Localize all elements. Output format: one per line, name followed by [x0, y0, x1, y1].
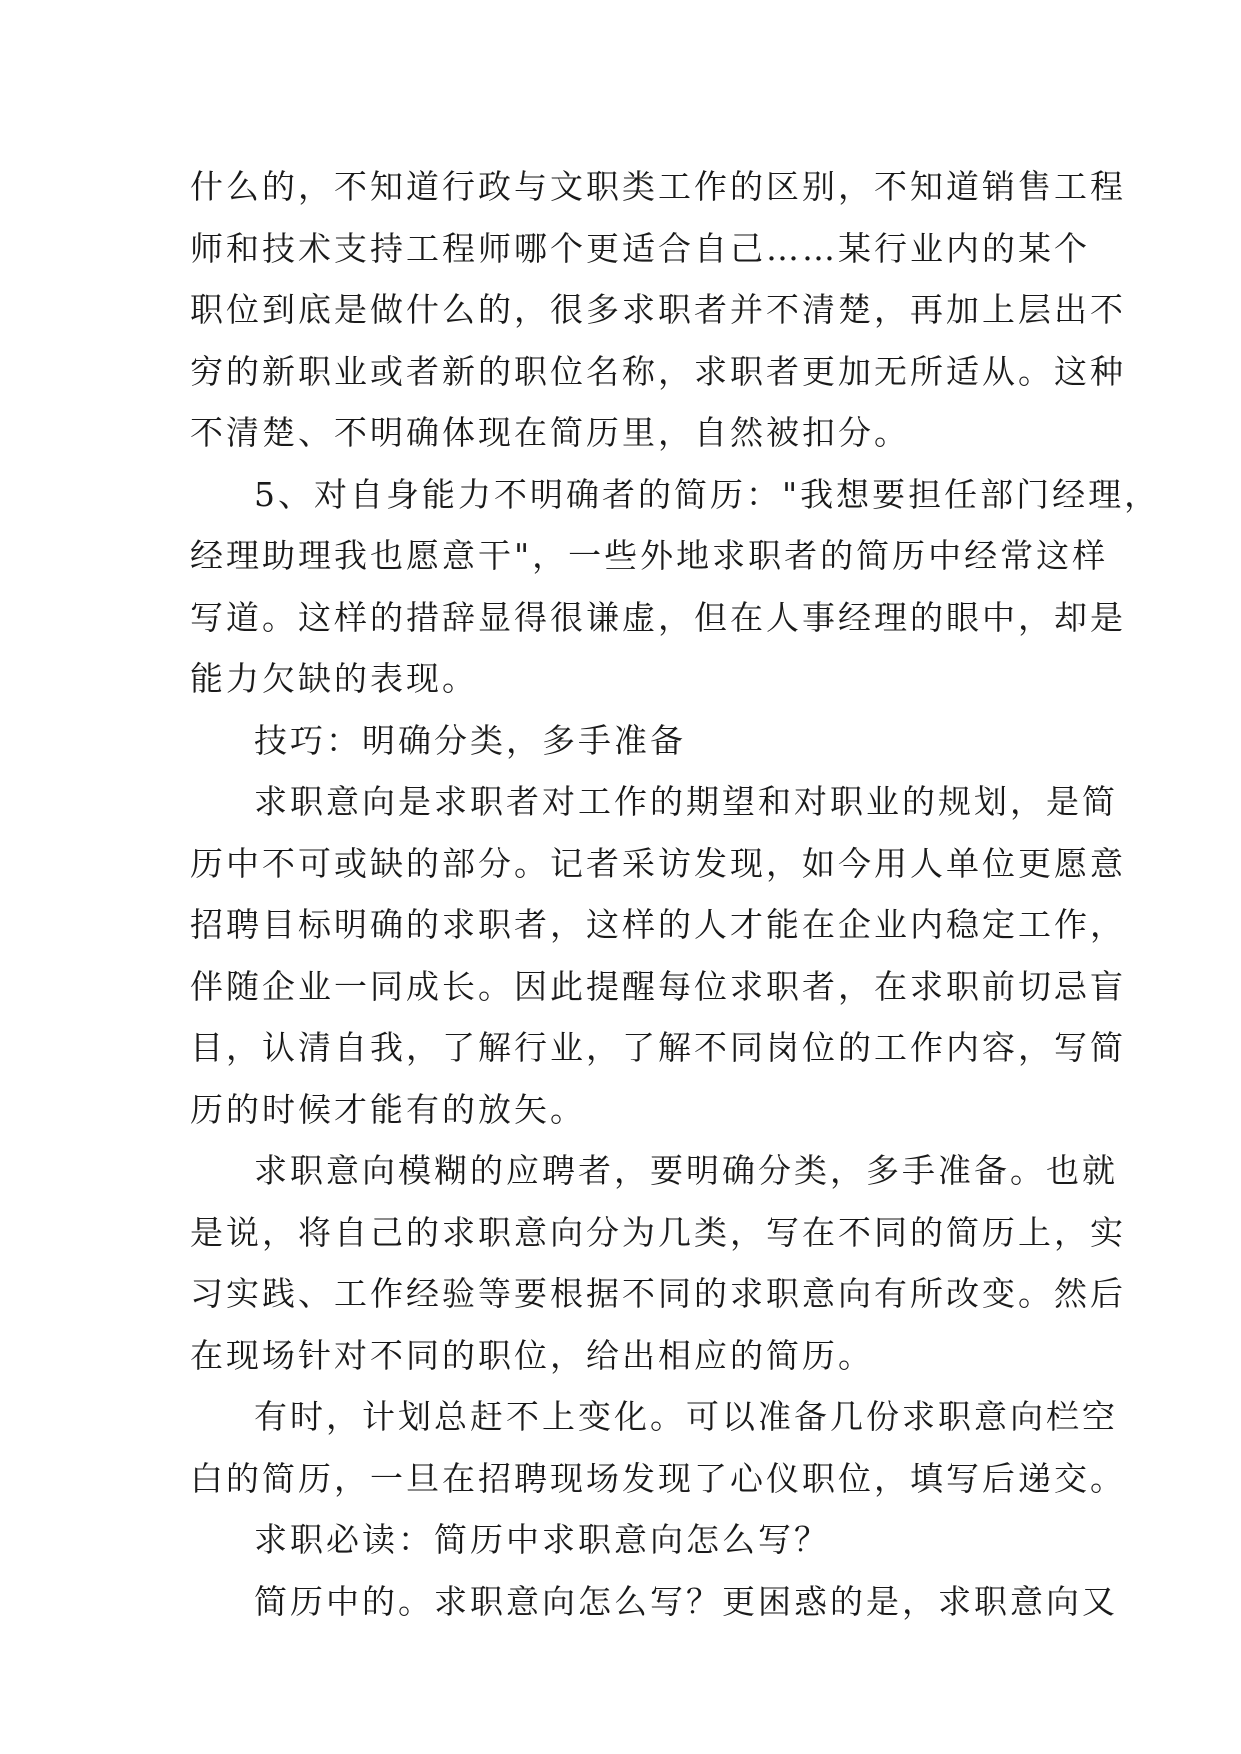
text-line: 技巧：明确分类，多手准备: [254, 720, 686, 760]
text-line: 简历中的。求职意向怎么写？更困惑的是，求职意向又: [254, 1581, 1118, 1621]
text-line: 师和技术支持工程师哪个更适合自己……某行业内的某个: [190, 228, 1090, 268]
text-line: 求职意向模糊的应聘者，要明确分类，多手准备。也就: [254, 1151, 1118, 1190]
text-line: 伴随企业一同成长。因此提醒每位求职者，在求职前切忌盲: [190, 966, 1126, 1006]
text-line: 是说，将自己的求职意向分为几类，写在不同的简历上，实: [190, 1212, 1126, 1252]
document-body: [190, 156, 1161, 1632]
text-line: 求职必读：简历中求职意向怎么写？: [254, 1520, 830, 1559]
text-line: 不清楚、不明确体现在简历里，自然被扣分。: [190, 413, 910, 452]
text-line: 历的时候才能有的放矢。: [190, 1089, 586, 1129]
text-line: 在现场针对不同的职位，给出相应的简历。: [190, 1335, 874, 1375]
text-line: 写道。这样的措辞显得很谦虚，但在人事经理的眼中，却是: [190, 597, 1126, 637]
text-line: 目，认清自我，了解行业，了解不同岗位的工作内容，写简: [190, 1028, 1126, 1067]
text-line: 招聘目标明确的求职者，这样的人才能在企业内稳定工作，: [190, 905, 1126, 944]
text-line: 求职意向是求职者对工作的期望和对职业的规划，是简: [254, 782, 1118, 821]
text-line: 职位到底是做什么的，很多求职者并不清楚，再加上层出不: [190, 290, 1126, 329]
text-line: 穷的新职业或者新的职位名称，求职者更加无所适从。这种: [190, 351, 1126, 391]
text-line: 什么的，不知道行政与文职类工作的区别，不知道销售工程: [190, 167, 1126, 206]
text-line: 历中不可或缺的部分。记者采访发现，如今用人单位更愿意: [190, 843, 1126, 883]
text-line: 5、对自身能力不明确者的简历："我想要担任部门经理，: [254, 474, 1161, 514]
text-line: 白的简历，一旦在招聘现场发现了心仪职位，填写后递交。: [190, 1458, 1126, 1498]
text-line: 有时，计划总赶不上变化。可以准备几份求职意向栏空: [254, 1397, 1118, 1436]
text-line: 习实践、工作经验等要根据不同的求职意向有所改变。然后: [190, 1274, 1126, 1313]
text-line: 能力欠缺的表现。: [190, 659, 478, 698]
text-line: 经理助理我也愿意干"，一些外地求职者的简历中经常这样: [190, 536, 1109, 575]
